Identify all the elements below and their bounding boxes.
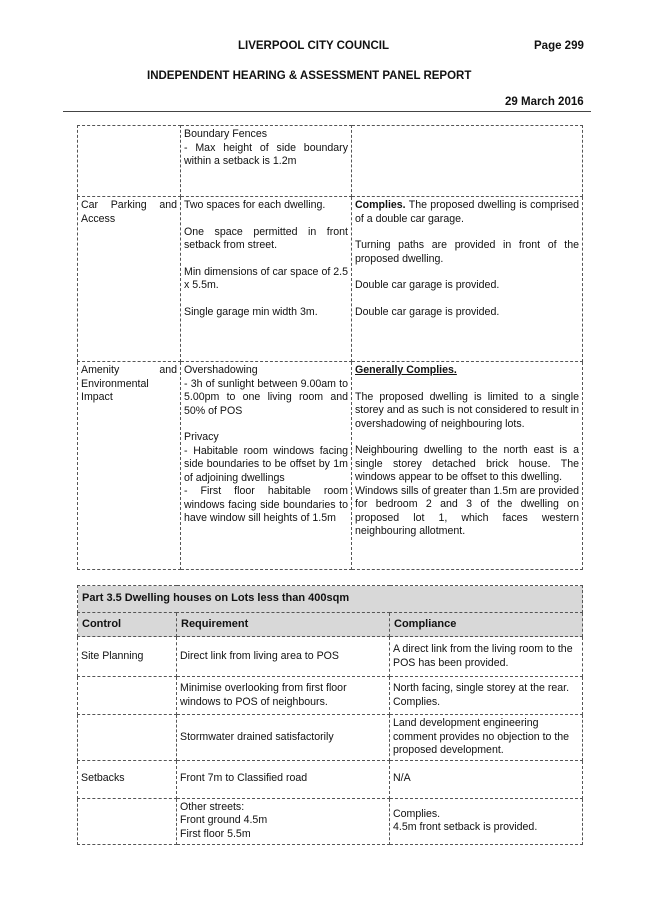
requirement-cell: Direct link from living area to POS: [177, 637, 390, 677]
header-rule: [63, 111, 591, 112]
table-row: [78, 760, 583, 798]
control-cell: Car Parking and Access: [78, 197, 181, 362]
table-row: [78, 197, 583, 362]
control-cell: [78, 715, 177, 761]
table-title: Part 3.5 Dwelling houses on Lots less than 400sqm: [78, 586, 583, 613]
page-number: Page 299: [534, 40, 584, 52]
control-cell: [78, 798, 177, 844]
requirement-cell: Boundary Fences - Max height of side boundary within a setback is 1.2m: [181, 126, 352, 197]
council-name: LIVERPOOL CITY COUNCIL: [238, 40, 390, 52]
column-header: Compliance: [390, 612, 583, 637]
requirement-cell: Overshadowing - 3h of sunlight between 9.00am to 5.00pm to one living room and 50% of POS Privacy - Habitable room windows facing side boundaries to be offset by 1m of adjoining dwellings - First floor habitable room windows facing side boundaries to have window sill heights of 1.5m: [181, 362, 352, 570]
control-cell: [78, 126, 181, 197]
requirement-cell: Front 7m to Classified road: [177, 760, 390, 798]
dwelling-houses-table: [77, 585, 583, 845]
report-title: INDEPENDENT HEARING & ASSESSMENT PANEL REPORT: [147, 70, 472, 82]
table-row: [78, 126, 583, 197]
table-header-row: [78, 612, 583, 637]
compliance-cell: Generally Complies. The proposed dwelling is limited to a single storey and as such is not considered to result in overshadowing of neighbouring lots. Neighbouring dwelling to the north east is a single storey detached brick house. The windows appear to be offset to this dwelling. Windows sills of greater than 1.5m are provided for bedroom 2 and 3 of the dwelling on proposed lot 1, which faces western neighbouring allotment.: [352, 362, 583, 570]
requirement-cell: Other streets: Front ground 4.5m First floor 5.5m: [177, 798, 390, 844]
column-header: Control: [78, 612, 177, 637]
compliance-cell: North facing, single storey at the rear. Complies.: [390, 677, 583, 715]
compliance-cell: Complies. 4.5m front setback is provided.: [390, 798, 583, 844]
control-cell: [78, 677, 177, 715]
control-cell: Amenity and Environmental Impact: [78, 362, 181, 570]
requirement-cell: Minimise overlooking from first floor windows to POS of neighbours.: [177, 677, 390, 715]
table-row: [78, 362, 583, 570]
report-date: 29 March 2016: [505, 96, 584, 108]
requirement-cell: Stormwater drained satisfactorily: [177, 715, 390, 761]
requirement-cell: Two spaces for each dwelling. One space permitted in front setback from street. Min dimensions of car space of 2.5 x 5.5m. Single garage min width 3m.: [181, 197, 352, 362]
compliance-cell: Complies. The proposed dwelling is comprised of a double car garage. Turning paths are provided in front of the proposed dwelling. Double car garage is provided. Double car garage is provided.: [352, 197, 583, 362]
table-row: [78, 715, 583, 761]
compliance-cell: [352, 126, 583, 197]
table-row: [78, 798, 583, 844]
table-row: [78, 677, 583, 715]
compliance-cell: Land development engineering comment provides no objection to the proposed development.: [390, 715, 583, 761]
compliance-cell: N/A: [390, 760, 583, 798]
controls-table: [77, 125, 583, 570]
compliance-cell: A direct link from the living room to the POS has been provided.: [390, 637, 583, 677]
table-row: [78, 637, 583, 677]
control-cell: Site Planning: [78, 637, 177, 677]
column-header: Requirement: [177, 612, 390, 637]
control-cell: Setbacks: [78, 760, 177, 798]
